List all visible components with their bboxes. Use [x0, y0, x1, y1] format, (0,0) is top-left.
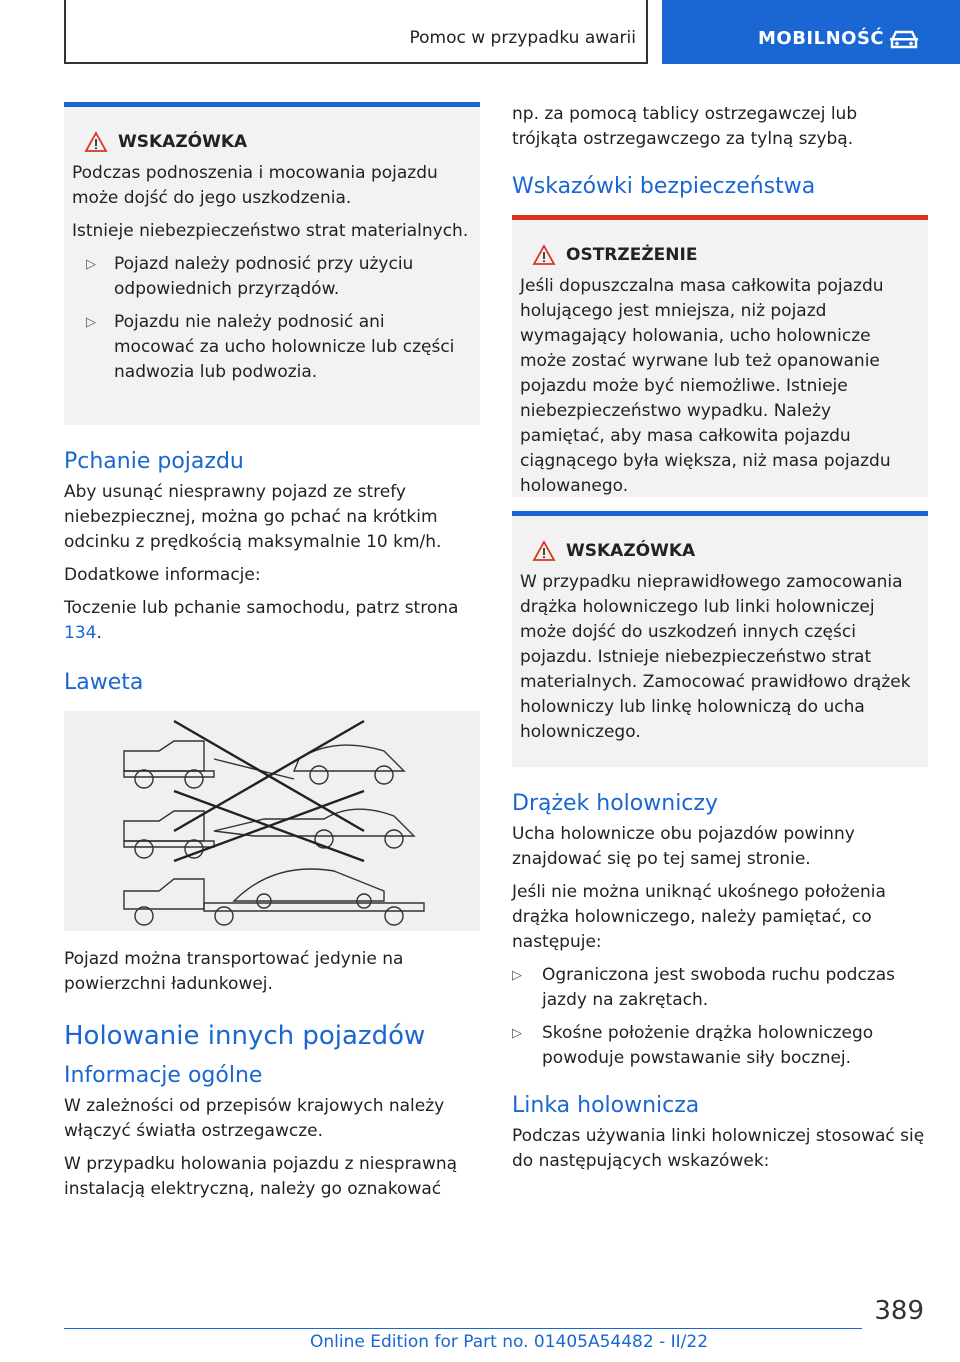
bullet-triangle-icon: ▷ — [512, 968, 522, 983]
bullet-triangle-icon: ▷ — [86, 257, 96, 272]
notice-box-tow-bar — [512, 511, 928, 767]
header-category-tab[interactable] — [662, 0, 960, 64]
notice-text: W przypadku nieprawidłowego zamocowania drążka holowniczego lub linki holowniczej może dojść do uszkodzeń innych części pojazdu. Istnieje niebezpieczeństwo strat materialnych. Zamocować prawidłowo drążek holowniczy lub linkę holowniczą do ucha holowniczego. — [520, 572, 911, 742]
bullet-triangle-icon: ▷ — [512, 1026, 522, 1041]
tow-truck-drawing — [64, 711, 480, 931]
paragraph: Aby usunąć niesprawny pojazd ze strefy niebezpiecznej, można go pchać na krótkim odcinku z prędkością maksymalnie 10 km/h. — [64, 482, 442, 552]
list-item: ▷ Pojazdu nie należy podnosić ani mocować za ucho holownicze lub części nadwozia lub podwozia. — [72, 310, 470, 385]
section-heading-towing-others: Holowanie innych pojazdów — [64, 1021, 426, 1051]
right-column — [512, 102, 928, 1182]
notice-title: WSKAZÓWKA — [566, 541, 696, 561]
list-item: ▷ Skośne położenie drążka holowniczego powoduje powstawanie siły bocznej. — [512, 1021, 928, 1071]
section-heading-tow-bar: Drążek holowniczy — [512, 791, 718, 816]
page-number: 389 — [874, 1296, 924, 1326]
list-item: ▷ Pojazd należy podnosić przy użyciu odpowiednich przyrządów. — [72, 252, 470, 302]
tow-truck-illustration — [64, 711, 480, 931]
paragraph: Toczenie lub pchanie samochodu, patrz strona 134. — [64, 598, 459, 643]
paragraph: Podczas używania linki holowniczej stosować się do następujących wskazówek: — [512, 1126, 925, 1171]
notice-heading — [520, 540, 918, 562]
warning-box — [512, 215, 928, 497]
paragraph: np. za pomocą tablicy ostrzegawczej lub trójkąta ostrzegawczego za tylną szybą. — [512, 104, 858, 149]
paragraph: Pojazd można transportować jedynie na powierzchni ładunkowej. — [64, 949, 404, 994]
paragraph: W przypadku holowania pojazdu z niesprawną instalacją elektryczną, należy go oznakować — [64, 1154, 458, 1199]
list-item: ▷ Ograniczona jest swoboda ruchu podczas jazdy na zakrętach. — [512, 963, 928, 1013]
header-category-label: MOBILNOŚĆ — [758, 28, 885, 49]
warning-triangle-icon — [84, 131, 108, 153]
section-heading-tow-truck: Laweta — [64, 670, 144, 695]
header-section-title: Pomoc w przypadku awarii — [409, 28, 636, 48]
section-heading-safety: Wskazówki bezpieczeństwa — [512, 174, 816, 199]
footer-divider — [64, 1328, 862, 1329]
notice-text: Istnieje niebezpieczeństwo strat materialnych. — [72, 221, 469, 241]
notice-heading — [72, 131, 470, 153]
warning-triangle-icon — [532, 540, 556, 562]
footer-edition: Online Edition for Part no. 01405A54482 - II/22 — [310, 1332, 709, 1352]
warning-heading — [520, 244, 918, 266]
page-link[interactable]: 134 — [64, 623, 97, 643]
paragraph: Ucha holownicze obu pojazdów powinny znajdować się po tej samej stronie. — [512, 824, 855, 869]
section-heading-general: Informacje ogólne — [64, 1063, 263, 1088]
paragraph: Dodatkowe informacje: — [64, 565, 261, 585]
warning-text: Jeśli dopuszczalna masa całkowita pojazdu holującego jest mniejsza, niż pojazd wymagający holowania, ucho holownicze może zostać wyrwane lub też opanowanie pojazdu może być niemożliwe. Istnieje niebezpieczeństwo wypadku. Należy pamiętać, aby masa całkowita pojazdu ciągnącego była większa, niż masa pojazdu holowanego. — [520, 276, 891, 496]
paragraph: Jeśli nie można uniknąć ukośnego położenia drążka holowniczego, należy pamiętać, co następuje: — [512, 882, 886, 952]
warning-title: OSTRZEŻENIE — [566, 245, 698, 265]
bullet-triangle-icon: ▷ — [86, 315, 96, 330]
paragraph: W zależności od przepisów krajowych należy włączyć światła ostrzegawcze. — [64, 1096, 445, 1141]
left-column — [64, 102, 480, 1210]
notice-box-lifting — [64, 102, 480, 425]
section-heading-rope: Linka holownicza — [512, 1093, 700, 1118]
notice-text: Podczas podnoszenia i mocowania pojazdu może dojść do jego uszkodzenia. — [72, 163, 438, 208]
car-icon — [888, 28, 920, 50]
header-section-box — [64, 0, 648, 64]
warning-triangle-icon — [532, 244, 556, 266]
section-heading-pushing: Pchanie pojazdu — [64, 449, 244, 474]
notice-title: WSKAZÓWKA — [118, 132, 248, 152]
